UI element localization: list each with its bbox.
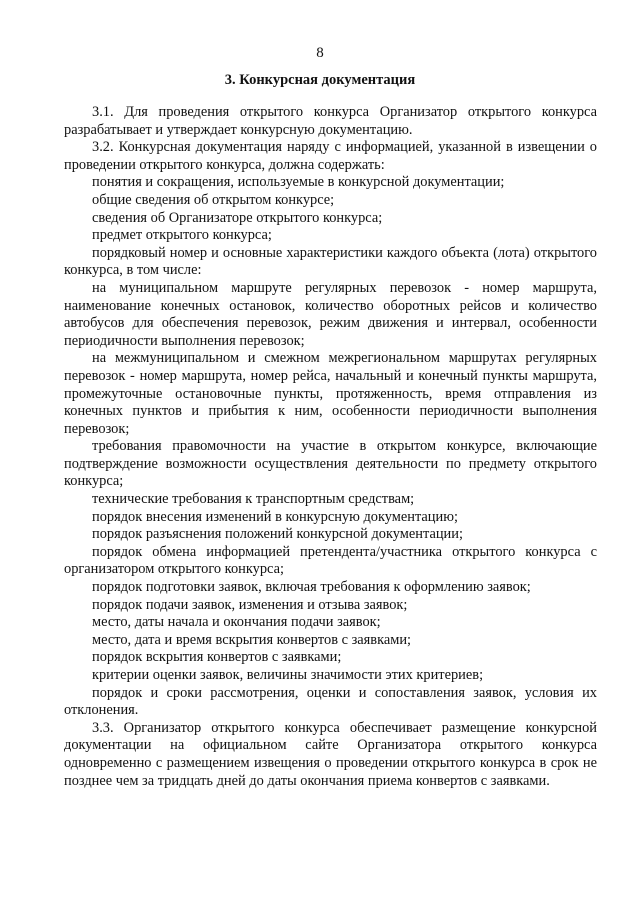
list-item: порядок подачи заявок, изменения и отзыва заявок; — [92, 596, 408, 613]
list-item: порядок подготовки заявок, включая требования к оформлению заявок; — [92, 579, 531, 596]
list-item: требования правомочности на участие в открытом конкурсе, включающие подтверждение возможности осуществления деятельности по предмету открытого конкурса; — [64, 438, 597, 490]
list-item: общие сведения об открытом конкурсе; — [92, 191, 335, 208]
section-title: 3. Конкурсная документация — [224, 72, 416, 88]
list-item: критерии оценки заявок, величины значимости этих критериев; — [92, 667, 484, 683]
paragraph: 3.3. Организатор открытого конкурса обеспечивает размещение конкурсной документации на официальном сайте Организатора открытого конкурса одновременно с размещением извещения о проведении открытого конкурса в срок не позднее чем за тридцать дней до даты окончания приема конвертов с заявками. — [64, 719, 597, 789]
list-item: порядковый номер и основные характеристики каждого объекта (лота) открытого конкурса, в том числе: — [64, 244, 597, 279]
list-item: порядок и сроки рассмотрения, оценки и сопоставления заявок, условия их отклонения. — [64, 684, 597, 719]
list-item: порядок разъяснения положений конкурсной документации; — [92, 526, 463, 543]
list-item: место, дата и время вскрытия конвертов с заявками; — [92, 631, 412, 648]
list-item: порядок вскрытия конвертов с заявками; — [92, 649, 342, 666]
document-body — [64, 104, 597, 790]
page-number: 8 — [316, 45, 324, 61]
list-item: технические требования к транспортным средствам; — [92, 491, 415, 508]
paragraph: 3.1. Для проведения открытого конкурса Организатор открытого конкурса разрабатывает и утверждает конкурсную документацию. — [64, 104, 597, 138]
list-item: на межмуниципальном и смежном межрегиональном маршрутах регулярных перевозок - номер маршрута, номер рейса, начальный и конечный пункты маршрута, промежуточные остановочные пункты, протяженность, время отправления из конечных пунктов и прибытия к ним, особенности периодичности выполнения перевозок; — [64, 350, 597, 437]
list-item: понятия и сокращения, используемые в конкурсной документации; — [92, 174, 505, 191]
list-item: порядок внесения изменений в конкурсную документацию; — [92, 508, 458, 525]
paragraph: 3.2. Конкурсная документация наряду с информацией, указанной в извещении о проведении открытого конкурса, должна содержать: — [64, 139, 597, 173]
list-item: сведения об Организаторе открытого конкурса; — [92, 209, 383, 226]
list-item: порядок обмена информацией претендента/участника открытого конкурса с организатором открытого конкурса; — [64, 543, 597, 578]
list-item: на муниципальном маршруте регулярных перевозок - номер маршрута, наименование конечных остановок, количество оборотных рейсов и количество автобусов для обеспечения перевозок, режим движения и интервал, особенности периодичности выполнения перевозок; — [64, 279, 597, 349]
list-item: предмет открытого конкурса; — [92, 227, 272, 244]
list-item: место, даты начала и окончания подачи заявок; — [92, 614, 381, 631]
